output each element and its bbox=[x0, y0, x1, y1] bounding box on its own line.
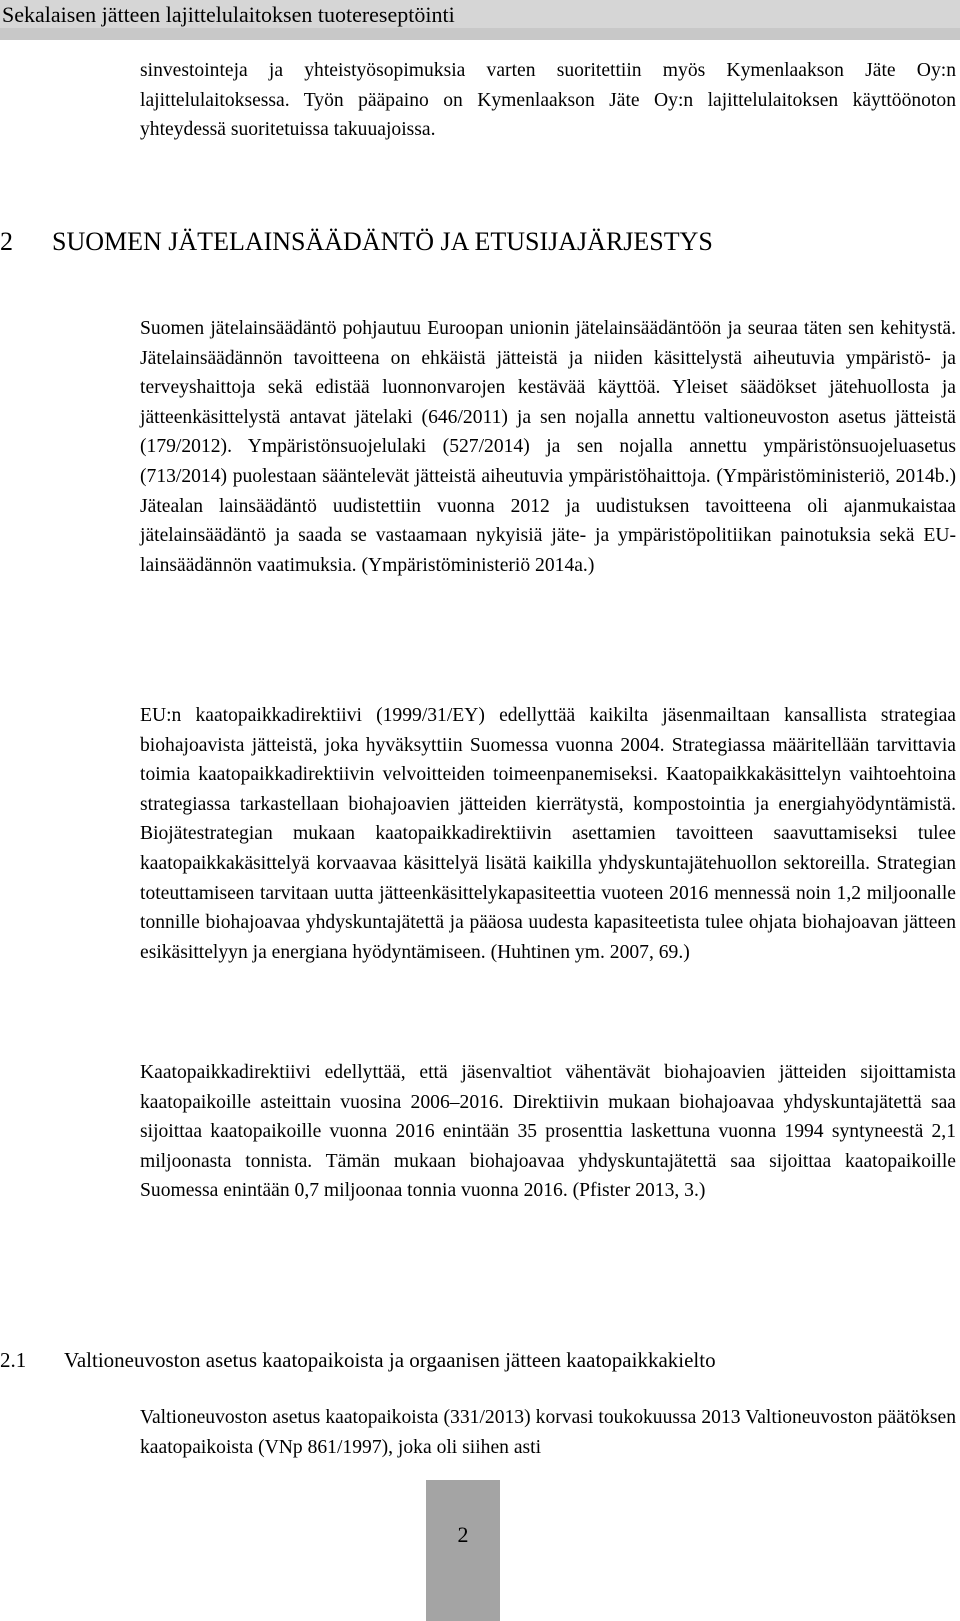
section-2-number: 2 bbox=[0, 227, 13, 256]
paragraph-legislation: Suomen jätelainsäädäntö pohjautuu Euroopan unionin jätelainsäädäntöön ja seuraa täten sen kehitystä. Jätelainsäädännön tavoitteena on ehkäistä jätteistä ja niiden käsittelystä aiheutuvia ympäristö- ja terveyshaittoja sekä edistää luonnonvarojen kestävää käyttöä. Yleiset säädökset jätehuollosta ja jätteenkäsittelystä antavat jätelaki (646/2011) ja sen nojalla annettu valtioneuvoston asetus jätteistä (179/2012). Ympäristönsuojelulaki (527/2014) ja sen nojalla annettu ympäristönsuojeluasetus (713/2014) puolestaan sääntelevät jätteistä aiheutuvia ympäristöhaittoja. (Ympäristöministeriö, 2014b.) Jätealan lainsäädäntö uudistettiin vuonna 2012 ja uudistuksen tavoitteena oli ajanmukaistaa jätelainsäädäntö ja saada se vastaamaan nykyisiä jäte- ja ympäristöpolitiikan painotuksia sekä EU-lainsäädännön vaatimuksia. (Ympäristöministeriö 2014a.) bbox=[140, 318, 956, 576]
paragraph-landfill-directive: EU:n kaatopaikkadirektiivi (1999/31/EY) edellyttää kaikilta jäsenmailtaan kansallista strategiaa biohajoavista jätteistä, joka hyväksyttiin Suomessa vuonna 2004. Strategiassa määritellään tarvittavia toimia kaatopaikkadirektiivin velvoitteiden toimeenpanemiseksi. Kaatopaikkakäsittelyn vaihtoehtoina strategiassa tarkastellaan biohajoavien jätteiden kierrätystä, kompostointia ja energiahyödyntämistä. Biojätestrategian mukaan kaatopaikkadirektiivin asettamien tavoitteen saavuttamiseksi tulee kaatopaikkakäsittelyä korvaavaa käsittelyä lisätä kaikilla yhdyskuntajätehuollon sektoreilla. Strategian toteuttamiseen tarvitaan uutta jätteenkäsittelykapasiteettia vuoteen 2016 mennessä noin 1,2 miljoonalle tonnille biohajoavaa yhdyskuntajätettä ja pääosa uudesta kapasiteetista tulee ohjata biohajoavan jätteen esikäsittelyyn ja energiana hyödyntämiseen. (Huhtinen ym. 2007, 69.) bbox=[140, 705, 956, 963]
paragraph-biodegradable-targets: Kaatopaikkadirektiivi edellyttää, että jäsenvaltiot vähentävät biohajoavien jätteiden sijoittamista kaatopaikoille asteittain vuosina 2006–2016. Direktiivin mukaan biohajoavaa yhdyskuntajätettä saa sijoittaa kaatopaikoille vuonna 2016 enintään 35 prosenttia laskettuna vuonna 1994 syntyneestä 2,1 miljoonasta tonnista. Tämän mukaan biohajoavaa yhdyskuntajätettä saa sijoittaa kaatopaikoille Suomessa enintään 0,7 miljoonaa tonnia vuonna 2016. (Pfister 2013, 3.) bbox=[140, 1062, 956, 1202]
document-title: Sekalaisen jätteen lajittelulaitoksen tuotereseptöinti bbox=[2, 2, 455, 27]
page-number-box bbox=[426, 1480, 500, 1621]
section-2-1-title: Valtioneuvoston asetus kaatopaikoista ja orgaanisen jätteen kaatopaikkakielto bbox=[64, 1348, 716, 1372]
section-2-1-number: 2.1 bbox=[0, 1348, 27, 1372]
running-header bbox=[0, 0, 960, 40]
paragraph-government-decree: Valtioneuvoston asetus kaatopaikoista (331/2013) korvasi toukokuussa 2013 Valtioneuvoston päätöksen kaatopaikoista (VNp 861/1997), joka oli siihen asti bbox=[140, 1407, 956, 1458]
intro-paragraph: sinvestointeja ja yhteistyösopimuksia varten suoritettiin myös Kymenlaakson Jäte Oy:n lajittelulaitoksessa. Työn pääpaino on Kymenlaakson Jäte Oy:n lajittelulaitoksen käyttöönoton yhteydessä suoritetuissa takuuajoissa. bbox=[140, 60, 956, 141]
section-2-1-heading bbox=[0, 1345, 716, 1375]
header-rule bbox=[0, 28, 960, 40]
section-2-title: SUOMEN JÄTELAINSÄÄDÄNTÖ JA ETUSIJAJÄRJESTYS bbox=[52, 227, 713, 256]
section-2-heading bbox=[0, 226, 713, 258]
page-number: 2 bbox=[457, 1522, 469, 1547]
